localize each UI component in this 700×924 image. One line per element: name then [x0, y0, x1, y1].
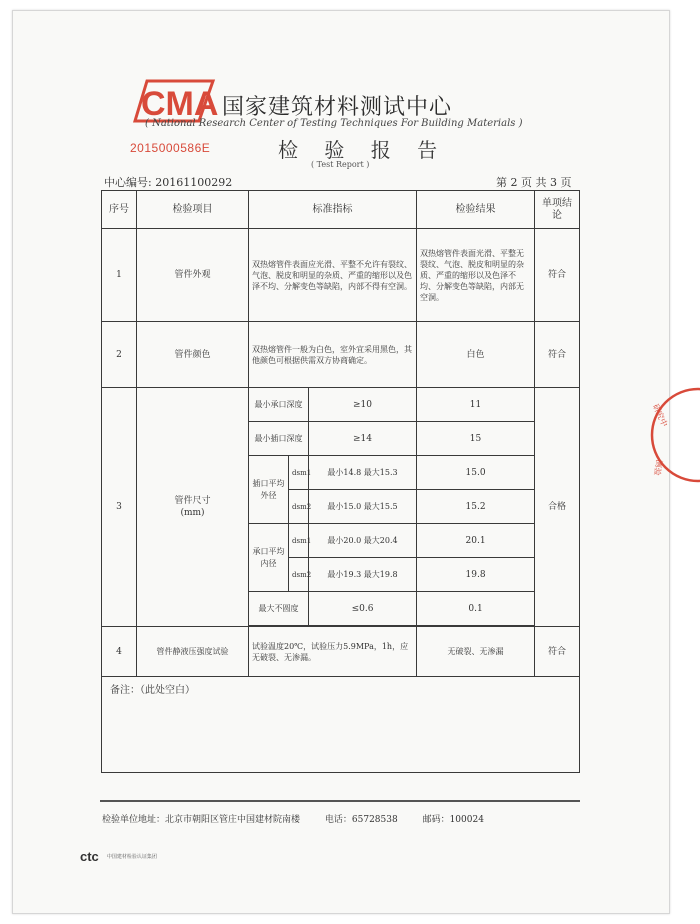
footer-info: [102, 812, 484, 825]
socket-depth-label: 最小承口深度: [249, 388, 309, 422]
spigot-od-result-b: 15.2: [417, 490, 535, 524]
row3-item-unit: (mm): [180, 508, 205, 518]
row3-verdict: 合格: [535, 388, 580, 627]
socket-id-label: 承口平均内径: [249, 524, 289, 592]
row2-seq: 2: [102, 322, 137, 388]
row4-seq: 4: [102, 627, 137, 677]
header-item: 检验项目: [137, 191, 249, 229]
row2-result: 白色: [417, 322, 535, 388]
socket-depth-spec: ≥10: [309, 388, 417, 422]
spigot-od-sym-a: dsm1: [289, 456, 309, 490]
row4-result: 无破裂、无渗漏: [417, 627, 535, 677]
seal-text-bottom: 测验: [652, 458, 664, 477]
seal-stamp: [640, 385, 700, 485]
spigot-depth-spec: ≥14: [309, 422, 417, 456]
institution-name-cn: 国家建筑材料测试中心: [222, 95, 453, 120]
seal-text-top: 研究中: [650, 402, 670, 429]
socket-id-result-a: 20.1: [417, 524, 535, 558]
certificate-number: 2015000586E: [130, 141, 211, 155]
socket-id-spec-b: 最小19.3 最大19.8: [309, 558, 417, 592]
socket-id-spec-a: 最小20.0 最大20.4: [309, 524, 417, 558]
row1-seq: 1: [102, 229, 137, 322]
report-title: 检 验 报 告: [278, 138, 448, 162]
table-row: [102, 322, 580, 388]
test-results-table: [101, 190, 580, 773]
remark-text: 备注：（此处空白）: [102, 677, 580, 773]
spigot-od-spec-a: 最小14.8 最大15.3: [309, 456, 417, 490]
page-number: 第 2 页 共 3 页: [496, 176, 572, 189]
footer-divider: [100, 800, 580, 802]
table-row: [102, 229, 580, 322]
footer-address: 检验单位地址：北京市朝阳区管庄中国建材院南楼: [102, 815, 301, 825]
socket-id-sym-b: dsm2: [289, 558, 309, 592]
socket-depth-result: 11: [417, 388, 535, 422]
spigot-depth-result: 15: [417, 422, 535, 456]
footer-phone: 电话：65728538: [324, 815, 398, 825]
row2-verdict: 符合: [535, 322, 580, 388]
table-row: [102, 627, 580, 677]
row1-item: 管件外观: [137, 229, 249, 322]
row4-verdict: 符合: [535, 627, 580, 677]
svg-text:CMA: CMA: [141, 85, 219, 123]
institution-name-en: ( National Research Center of Testing Techniques For Building Materials ): [145, 118, 523, 129]
spigot-depth-label: 最小插口深度: [249, 422, 309, 456]
table-row: [102, 388, 580, 422]
row3-item-label: 管件尺寸: [174, 496, 211, 506]
footer-postcode: 邮码：100024: [422, 815, 484, 825]
spigot-od-spec-b: 最小15.0 最大15.5: [309, 490, 417, 524]
ctc-logo: [80, 846, 200, 862]
out-of-round-label: 最大不圆度: [249, 592, 309, 626]
ctc-logo-mark: ctc: [80, 849, 99, 864]
spigot-od-result-a: 15.0: [417, 456, 535, 490]
row2-spec: 双热熔管件一般为白色，室外宜采用黑色，其他颜色可根据供需双方协商确定。: [249, 322, 417, 388]
header-seq: 序号: [102, 191, 137, 229]
socket-id-result-b: 19.8: [417, 558, 535, 592]
out-of-round-spec: ≤0.6: [309, 592, 417, 626]
ctc-logo-text: 中国建材检验认证集团: [106, 854, 157, 860]
row4-spec: 试验温度20℃，试验压力5.9MPa，1h，应无破裂、无渗漏。: [249, 627, 417, 677]
row1-result: 双热熔管件表面光滑、平整无裂纹、气泡、脱皮和明显的杂质、严重的缩形以及色泽不均、分解变色等缺陷，内部无空洞。: [417, 229, 535, 322]
row3-seq: 3: [102, 388, 137, 627]
out-of-round-result: 0.1: [417, 592, 535, 626]
row1-verdict: 符合: [535, 229, 580, 322]
remark-row: [102, 677, 580, 773]
socket-id-sym-a: dsm1: [289, 524, 309, 558]
header-verdict: 单项结论: [535, 191, 580, 229]
spigot-od-label: 插口平均外径: [249, 456, 289, 524]
header-spec: 标准指标: [249, 191, 417, 229]
header-result: 检验结果: [417, 191, 535, 229]
row2-item: 管件颜色: [137, 322, 249, 388]
row4-item: 管件静液压强度试验: [137, 627, 249, 677]
center-number: 中心编号: 20161100292: [104, 176, 233, 189]
spigot-od-sym-b: dsm2: [289, 490, 309, 524]
row3-item: [137, 388, 249, 627]
table-header-row: [102, 191, 580, 229]
row1-spec: 双热熔管件表面应光滑、平整不允许有裂纹、气泡、脱皮和明显的杂质、严重的缩形以及色泽不均、分解变色等缺陷，内部不得有空洞。: [249, 229, 417, 322]
report-title-en: ( Test Report ): [311, 160, 370, 169]
